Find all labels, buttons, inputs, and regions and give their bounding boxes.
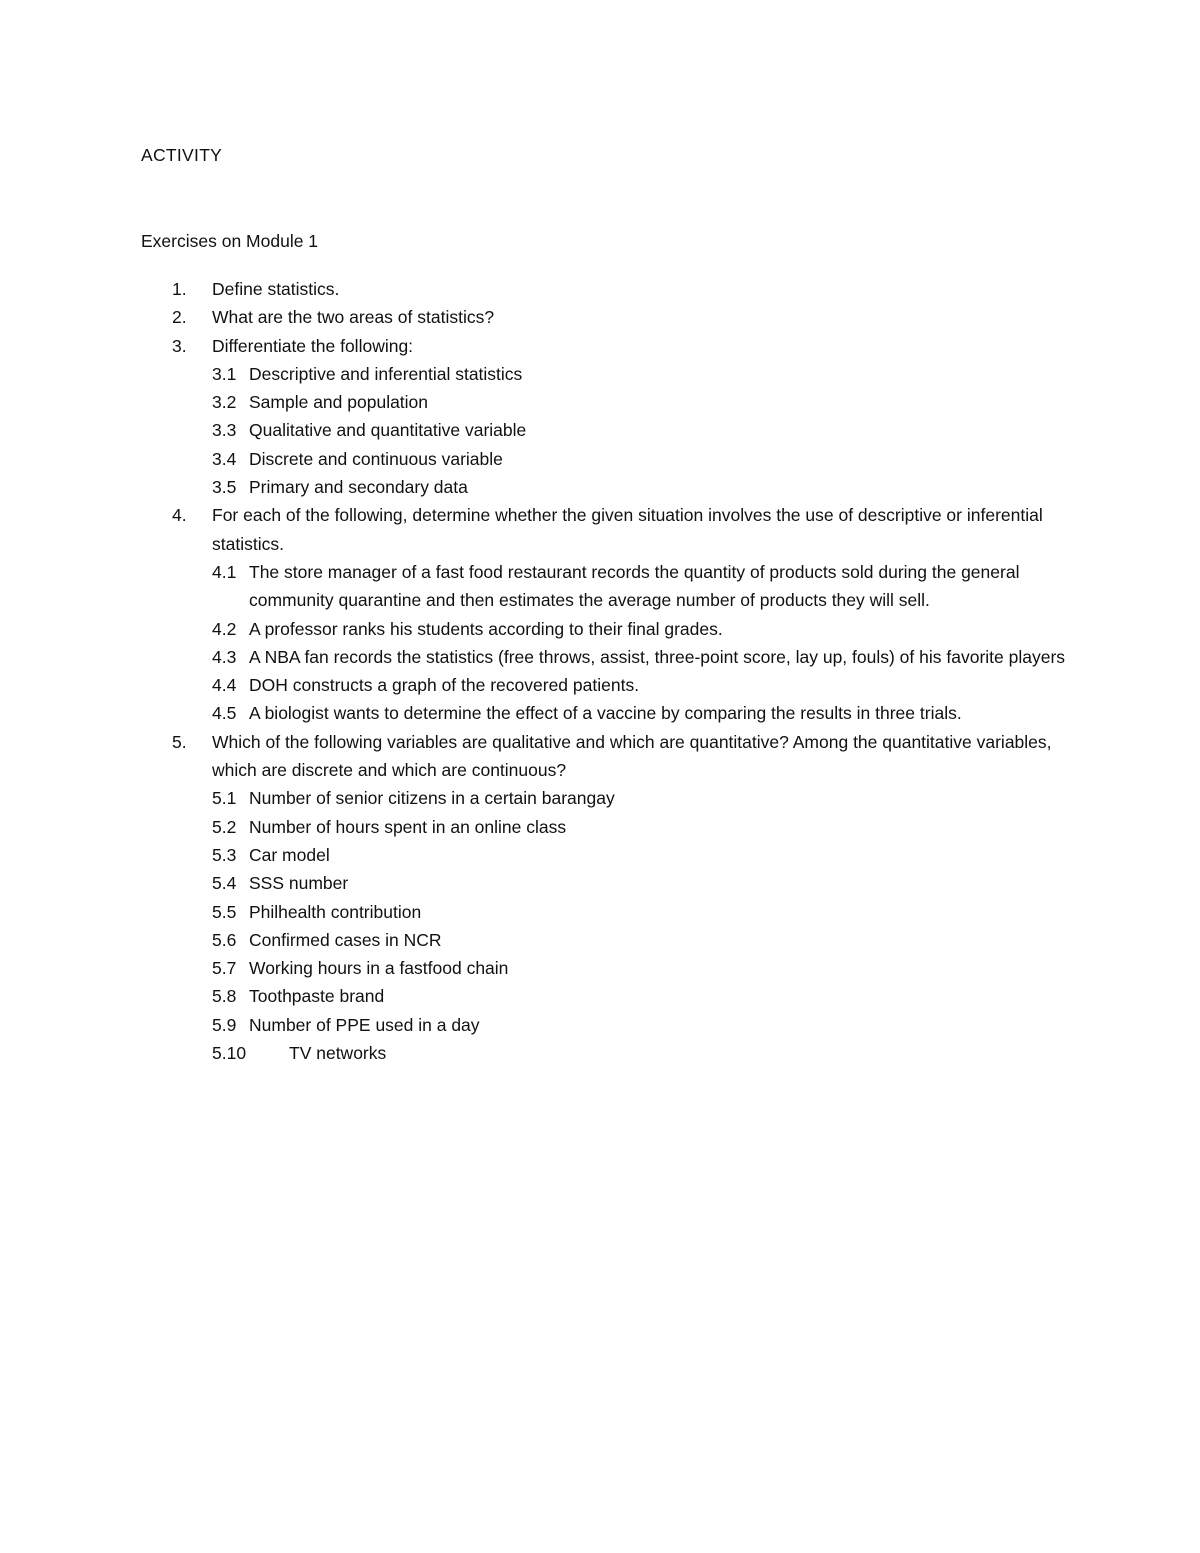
sub-question-text: A NBA fan records the statistics (free throws, assist, three-point score, lay up, fouls) of his favorite players: [249, 646, 1066, 667]
sub-question-text: DOH constructs a graph of the recovered patients.: [249, 675, 640, 696]
sub-question-number: 5.4: [212, 873, 237, 894]
sub-question-item: [212, 388, 1071, 416]
sub-question-text: Car model: [249, 844, 330, 865]
question-number: 4.: [172, 505, 187, 526]
question-number: 5.: [172, 731, 187, 752]
sub-question-number: 5.7: [212, 958, 237, 979]
sub-question-text: The store manager of a fast food restaurant records the quantity of products sold during the general community quarantine and then estimates the average number of products they will sell.: [249, 561, 1020, 611]
sub-question-item: [212, 898, 1071, 926]
sub-question-item: [212, 416, 1071, 444]
sub-question-text: Number of PPE used in a day: [249, 1014, 480, 1035]
sub-question-number: 5.10: [212, 1043, 247, 1064]
question-item: [141, 332, 1071, 502]
question-list: [141, 275, 1071, 1067]
sub-question-number: 3.2: [212, 392, 237, 413]
sub-question-text: Working hours in a fastfood chain: [249, 958, 509, 979]
sub-question-number: 5.1: [212, 788, 237, 809]
sub-question-number: 4.4: [212, 675, 237, 696]
sub-question-item: [212, 671, 1071, 699]
question-text: Define statistics.: [212, 279, 340, 299]
sub-question-text: Number of senior citizens in a certain barangay: [249, 788, 615, 809]
sub-question-number: 4.3: [212, 646, 237, 667]
sub-question-item: [212, 445, 1071, 473]
sub-question-number: 4.5: [212, 703, 237, 724]
sub-question-item: [212, 869, 1071, 897]
sub-question-number: 5.6: [212, 929, 237, 950]
sub-question-text: Number of hours spent in an online class: [249, 816, 567, 837]
sub-question-list: [212, 784, 1071, 1067]
document-subtitle: Exercises on Module 1: [141, 231, 319, 251]
sub-question-number: 5.8: [212, 986, 237, 1007]
sub-question-number: 3.4: [212, 448, 237, 469]
sub-question-item: [212, 615, 1071, 643]
sub-question-text: Qualitative and quantitative variable: [249, 420, 527, 441]
sub-question-number: 3.3: [212, 420, 237, 441]
question-item: [141, 501, 1071, 727]
sub-question-item: [212, 1011, 1071, 1039]
sub-question-text: Philhealth contribution: [249, 901, 422, 922]
sub-question-text: Sample and population: [249, 392, 429, 413]
sub-question-item: [212, 841, 1071, 869]
sub-question-number: 4.2: [212, 618, 237, 639]
question-number: 2.: [172, 307, 187, 328]
sub-question-item: [212, 926, 1071, 954]
question-text: Which of the following variables are qualitative and which are quantitative? Among the quantitative variables, which are discrete and which are continuous?: [212, 731, 1052, 781]
sub-question-text: Toothpaste brand: [249, 986, 385, 1007]
sub-question-text: A biologist wants to determine the effect of a vaccine by comparing the results in three trials.: [249, 703, 962, 724]
sub-question-text: Descriptive and inferential statistics: [249, 363, 523, 384]
sub-question-item: [212, 982, 1071, 1010]
sub-question-number: 5.2: [212, 816, 237, 837]
sub-question-list: [212, 558, 1071, 728]
sub-question-text: Confirmed cases in NCR: [249, 929, 442, 950]
sub-question-number: 3.5: [212, 477, 237, 498]
sub-question-text: A professor ranks his students according to their final grades.: [249, 618, 723, 639]
sub-question-text: Primary and secondary data: [249, 477, 468, 498]
question-number: 3.: [172, 335, 187, 356]
question-number: 1.: [172, 279, 187, 299]
sub-question-item: [212, 813, 1071, 841]
sub-question-item: [212, 1039, 1071, 1067]
sub-question-item: [212, 784, 1071, 812]
sub-question-list: [212, 360, 1071, 501]
sub-question-item: [212, 558, 1071, 615]
sub-question-number: 5.9: [212, 1014, 237, 1035]
sub-question-item: [212, 360, 1071, 388]
sub-question-item: [212, 699, 1071, 727]
sub-question-item: [212, 643, 1071, 671]
question-text: What are the two areas of statistics?: [212, 307, 495, 328]
sub-question-item: [212, 954, 1071, 982]
question-item: [141, 728, 1071, 1068]
sub-question-text: TV networks: [289, 1043, 387, 1064]
document-title: ACTIVITY: [141, 145, 223, 165]
sub-question-number: 5.3: [212, 844, 237, 865]
question-item: [141, 275, 1071, 303]
question-item: [141, 303, 1071, 331]
sub-question-text: SSS number: [249, 873, 349, 894]
sub-question-number: 5.5: [212, 901, 237, 922]
question-text: For each of the following, determine whether the given situation involves the use of descriptive or inferential statistics.: [212, 505, 1043, 554]
sub-question-number: 4.1: [212, 561, 237, 582]
question-text: Differentiate the following:: [212, 335, 414, 356]
sub-question-item: [212, 473, 1071, 501]
sub-question-text: Discrete and continuous variable: [249, 448, 503, 469]
sub-question-number: 3.1: [212, 363, 237, 384]
